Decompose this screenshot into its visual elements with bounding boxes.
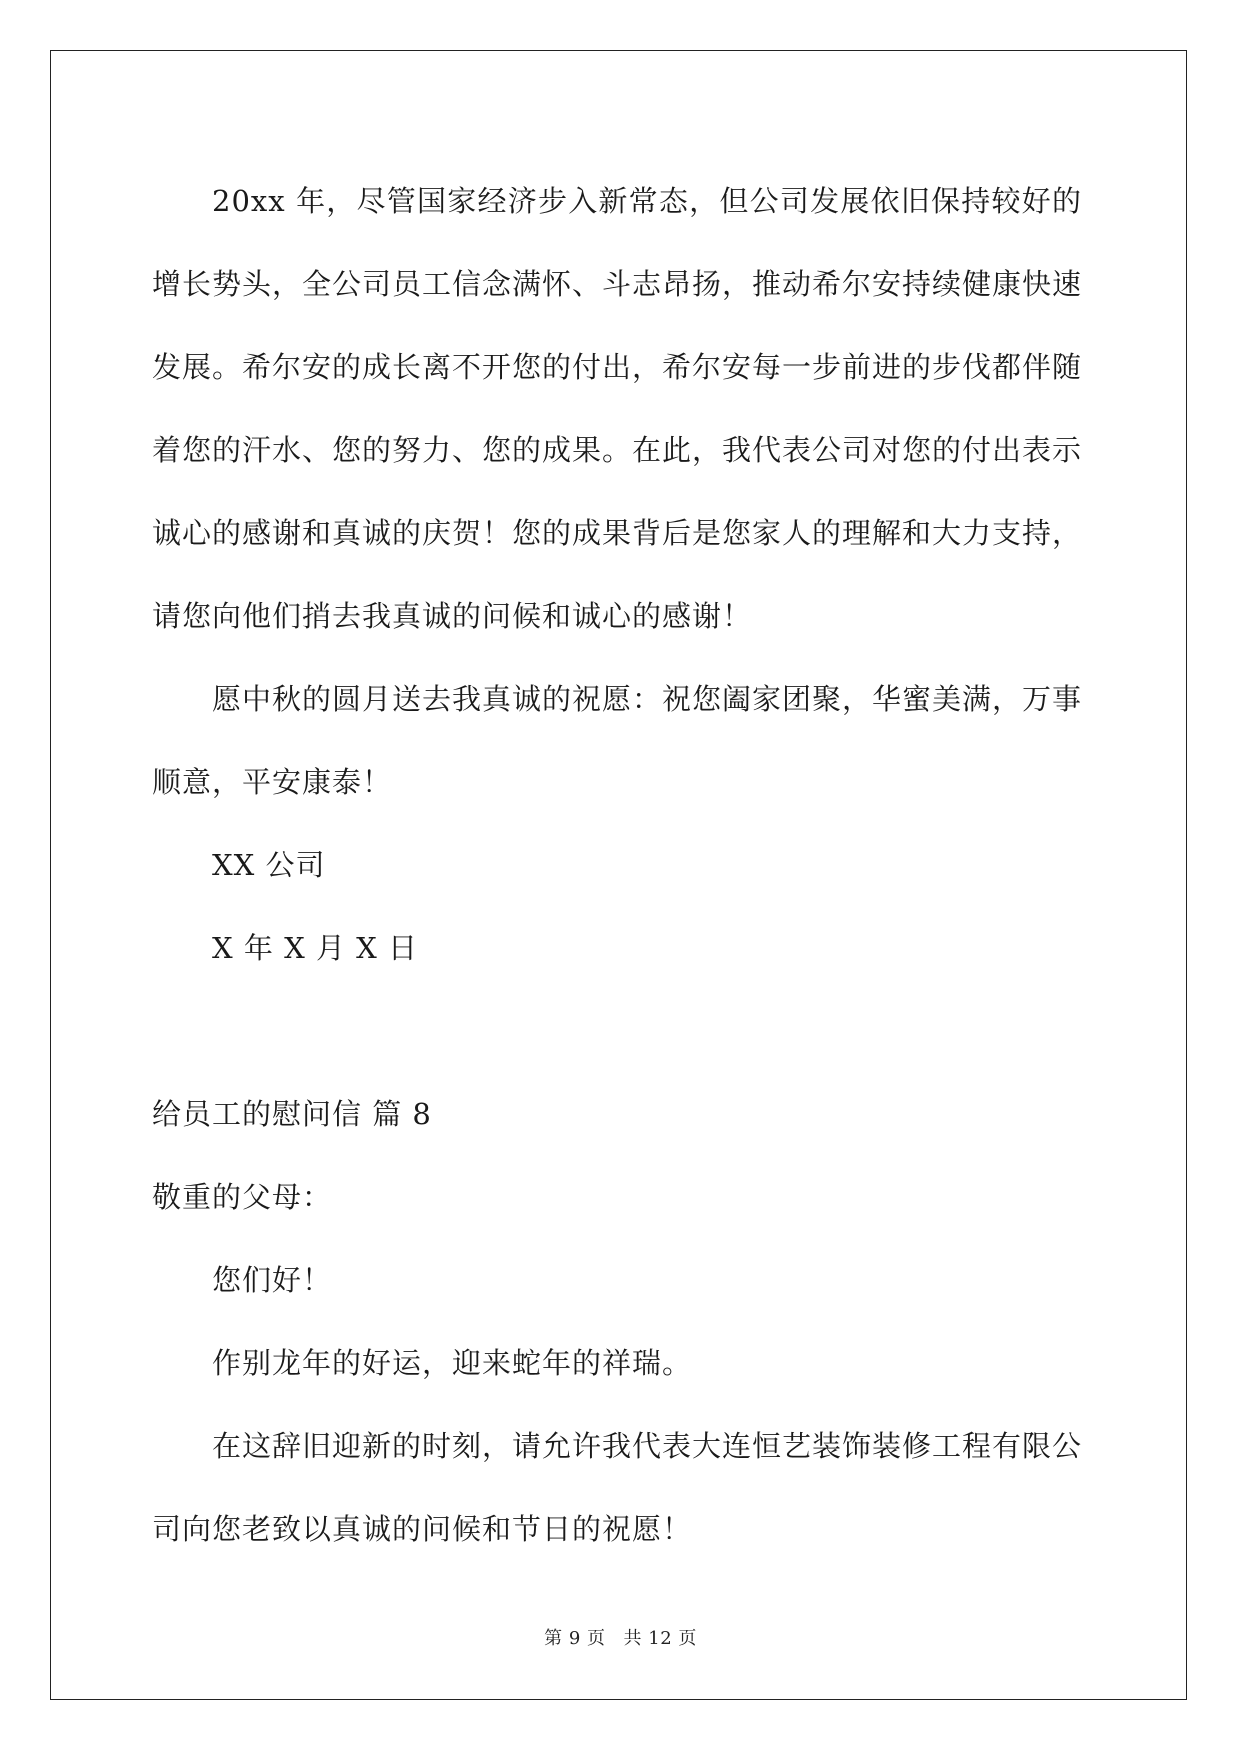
- signature-company: XX 公司: [212, 848, 326, 882]
- page-total: 共 12 页: [623, 1628, 697, 1649]
- salutation: 敬重的父母：: [152, 1180, 333, 1214]
- section-title: 给员工的慰问信 篇 8: [152, 1097, 432, 1131]
- document-body: [152, 160, 1082, 1571]
- greeting: 您们好！: [212, 1263, 333, 1297]
- paragraph-wishes: 愿中秋的圆月送去我真诚的祝愿：祝您阖家团聚，华蜜美满，万事顺意，平安康泰！: [152, 682, 1083, 799]
- page-footer: [0, 1624, 1241, 1650]
- paragraph-newyear: 在这辞旧迎新的时刻，请允许我代表大连恒艺装饰装修工程有限公司向您老致以真诚的问候和节日的祝愿！: [152, 1429, 1083, 1546]
- paragraph-gratitude: 20xx 年，尽管国家经济步入新常态，但公司发展依旧保持较好的增长势头，全公司员工信念满怀、斗志昂扬，推动希尔安持续健康快速发展。希尔安的成长离不开您的付出，希尔安每一步前进的步伐都伴随着您的汗水、您的努力、您的成果。在此，我代表公司对您的付出表示诚心的感谢和真诚的庆贺！您的成果背后是您家人的理解和大力支持，请您向他们捎去我真诚的问候和诚心的感谢！: [152, 184, 1083, 633]
- paragraph-farewell: 作别龙年的好运，迎来蛇年的祥瑞。: [212, 1346, 693, 1380]
- signature-date: X 年 X 月 X 日: [212, 931, 419, 965]
- page-number: 第 9 页: [544, 1628, 606, 1649]
